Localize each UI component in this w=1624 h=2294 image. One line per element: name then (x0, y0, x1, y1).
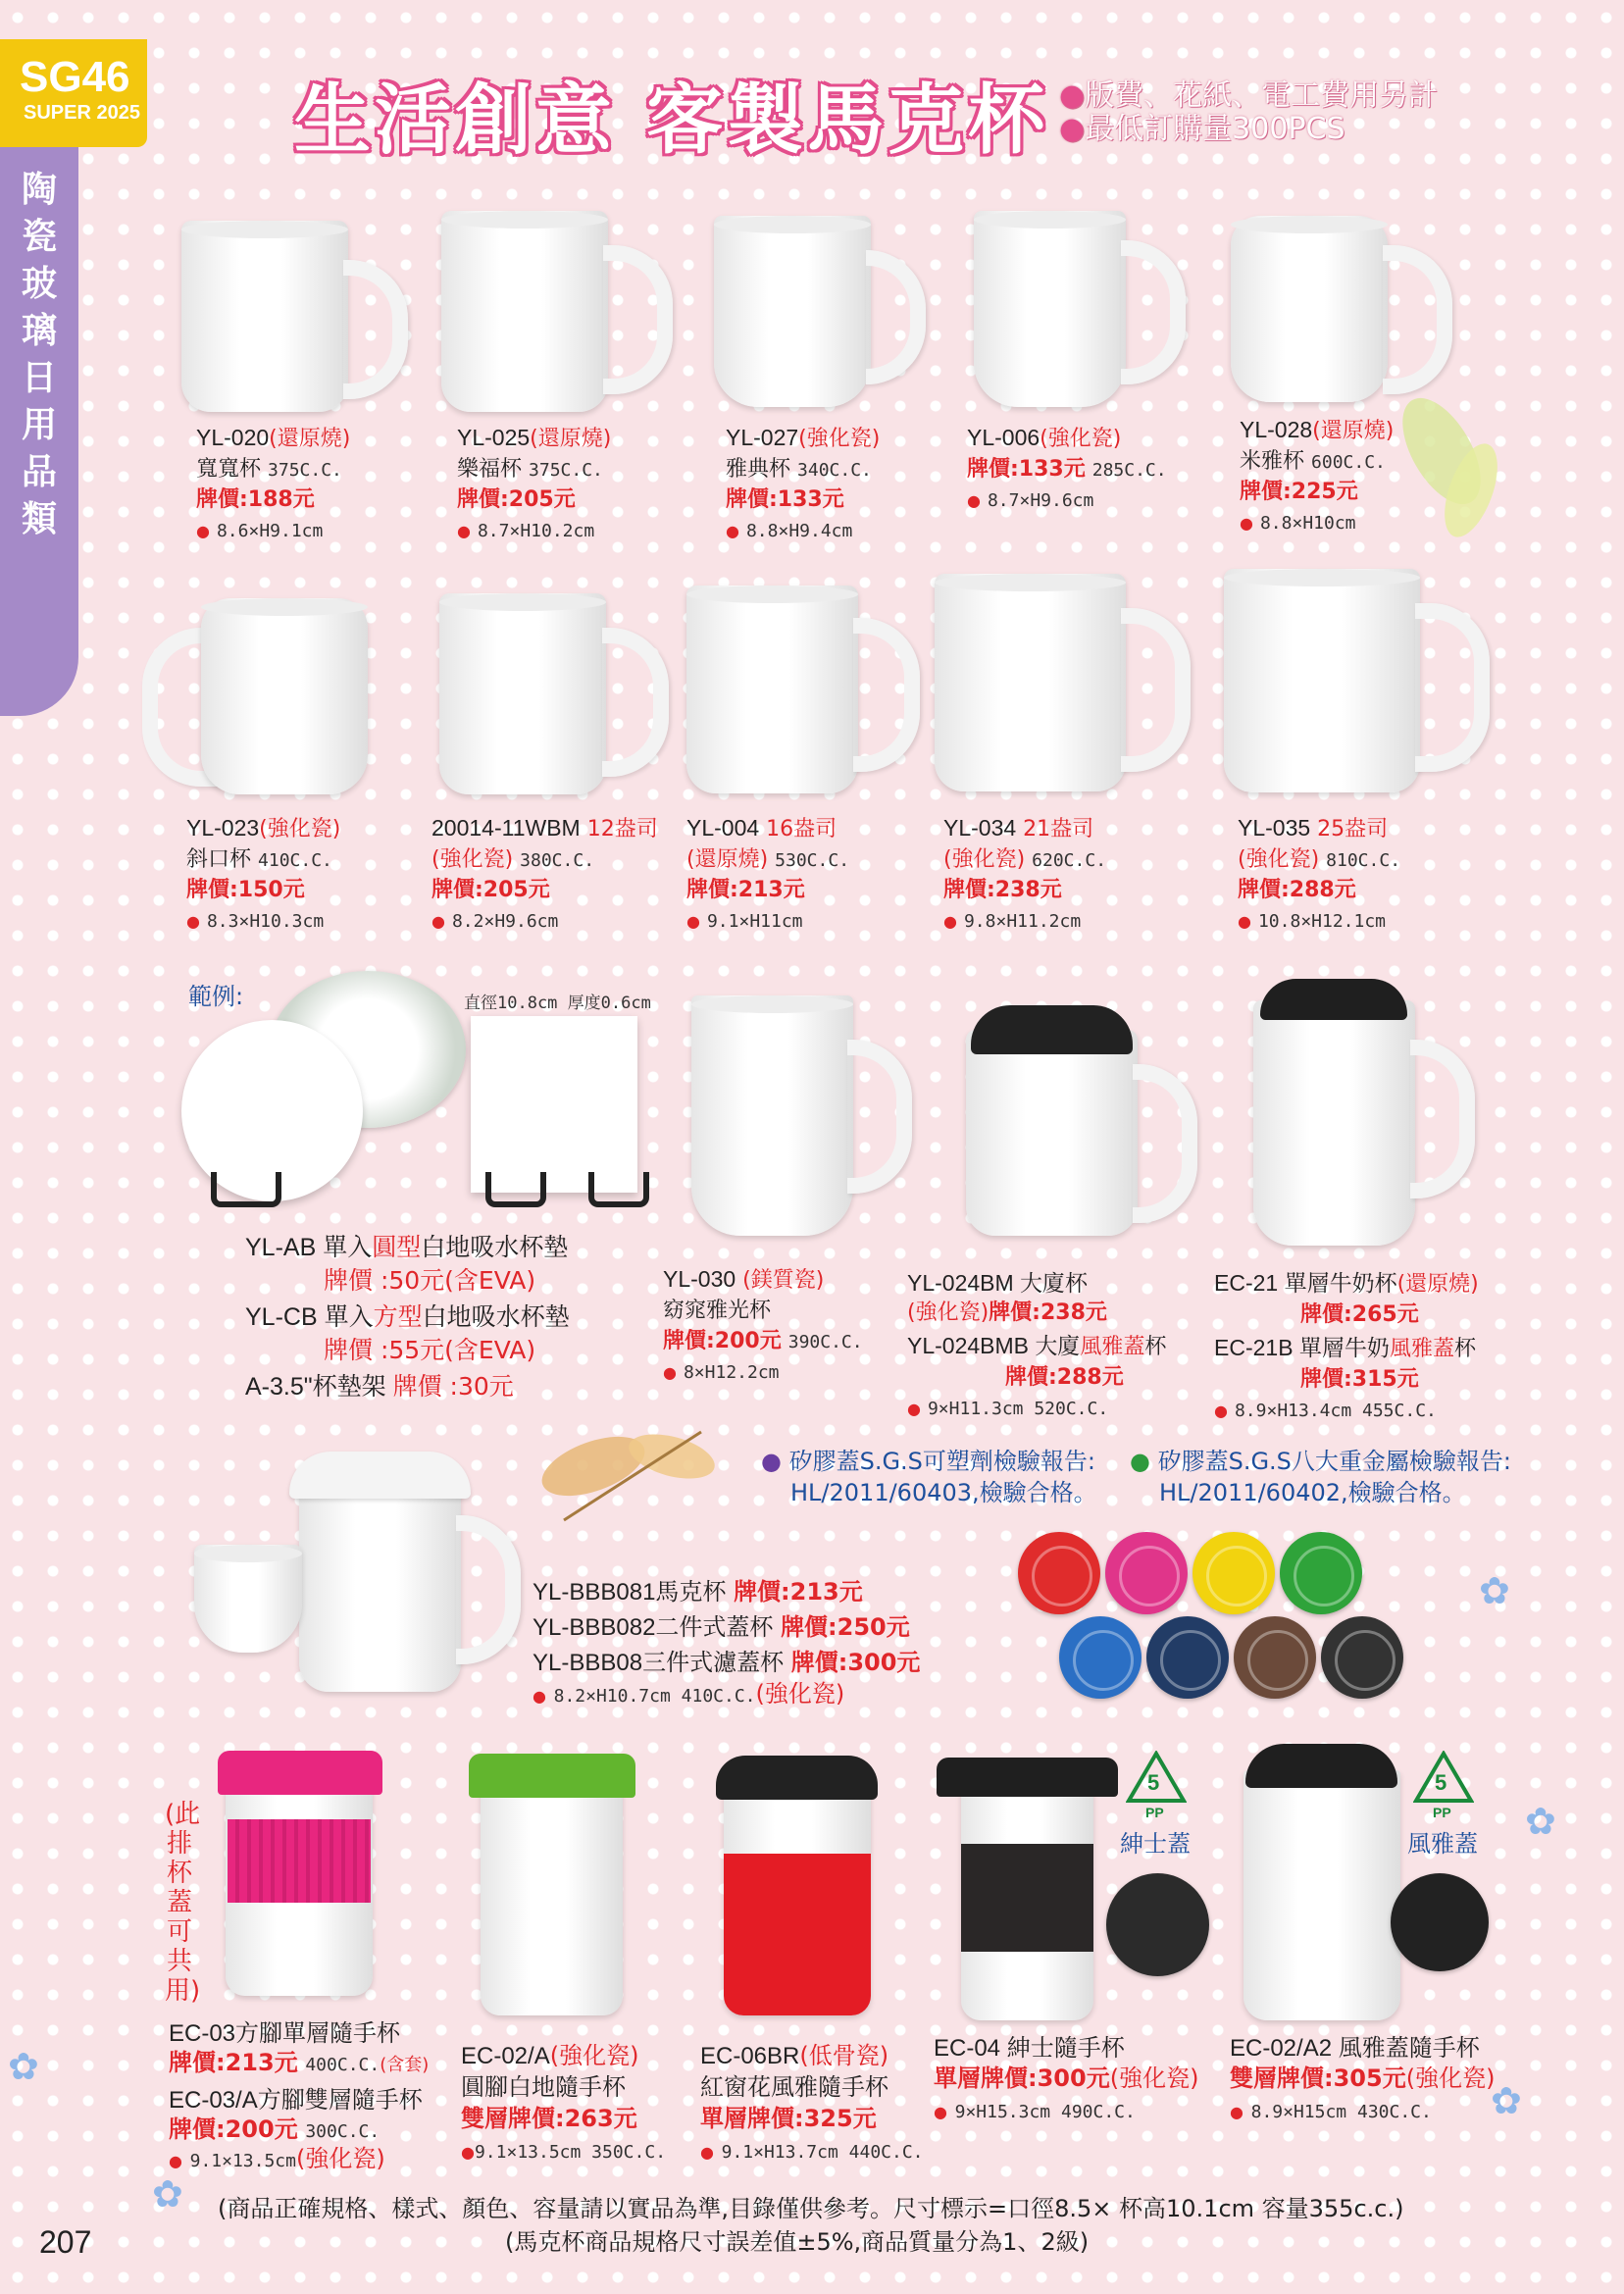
info-yl-bbb: YL-BBB081馬克杯 牌價:213元 YL-BBB082二件式蓋杯 牌價:250元 YL-BBB08三件式濾蓋杯 牌價:300元 ● 8.2×H10.7cm 410C.C.(強化瓷) (533, 1578, 921, 1708)
gentleman-lid-image (1106, 1873, 1209, 1976)
flower-icon: ✿ (8, 2045, 39, 2088)
black-lid (1245, 1744, 1397, 1788)
lid-color-swatch (1321, 1616, 1403, 1699)
mug-image (686, 586, 858, 793)
coaster-spec: 直徑10.8cm 厚度0.6cm (464, 994, 651, 1013)
pink-sleeve (228, 1819, 371, 1903)
cup-image (481, 1770, 623, 2015)
header-note-2: ●最低訂購量300PCS (1059, 112, 1345, 146)
mug-image (691, 995, 853, 1236)
mug-handle (603, 245, 673, 394)
info-yl-006: YL-006(強化瓷) 牌價:133元 285C.C. ● 8.7×H9.6cm (967, 425, 1167, 511)
mug-handle (1415, 603, 1490, 772)
flower-icon: ✿ (1525, 1800, 1556, 1843)
page-number: 207 (39, 2224, 92, 2260)
red-window-pattern (724, 1854, 871, 2015)
mug-image (714, 216, 871, 407)
flower-icon: ✿ (1491, 2079, 1522, 2122)
lid-color-swatch (1105, 1532, 1188, 1614)
info-yl-023: YL-023(強化瓷) 斜口杯 410C.C. 牌價:150元 ● 8.3×H10.3cm (186, 815, 341, 932)
mug-handle (853, 618, 920, 772)
info-yl-028: YL-028(還原燒) 米雅杯 600C.C. 牌價:225元 ● 8.8×H10cm (1240, 417, 1395, 534)
mug-handle (602, 628, 669, 777)
pink-lid (218, 1751, 382, 1795)
flower-icon: ✿ (152, 2172, 183, 2216)
coaster-stand (211, 1172, 281, 1207)
cup-image (1243, 1770, 1400, 2020)
side-category-label: 陶瓷玻璃日用品類 (21, 170, 57, 539)
lid-color-swatch (1059, 1616, 1142, 1699)
sgs-note-1: ● 矽膠蓋S.G.S可塑劑檢驗報告: HL/2011/60403,檢驗合格。 (761, 1448, 1097, 1506)
leaf-decoration (1383, 373, 1520, 569)
footer-note-2: (馬克杯商品規格尺寸誤差值±5%,商品質量分為1、2級) (505, 2228, 1090, 2256)
shared-lid-note: (此排杯蓋可共用) (165, 1800, 201, 2006)
mug-image (1231, 216, 1388, 402)
mug-image (201, 598, 368, 794)
info-yl-020: YL-020(還原燒) 寬寬杯 375C.C. 牌價:188元 ● 8.6×H9.1cm (196, 425, 351, 541)
brand-tab (0, 39, 147, 147)
example-label: 範例: (188, 983, 244, 1010)
info-ec-04: EC-04 紳士隨手杯 單層牌價:300元(強化瓷) ● 9×H15.3cm 490C.C. (934, 2035, 1199, 2122)
mug-handle (847, 1040, 912, 1194)
black-lid (971, 1005, 1133, 1054)
elegant-lid-image (1391, 1873, 1489, 1971)
mug-image (1253, 1000, 1415, 1246)
info-yl-034: YL-034 21盎司 (強化瓷) 620C.C. 牌價:238元 ● 9.8×H11.2cm (943, 815, 1107, 932)
page-title: 生活創意 客製馬克杯 (294, 76, 1049, 165)
info-20014-11wbm: 20014-11WBM 12盎司 (強化瓷) 380C.C. 牌價:205元 ● 8.2×H9.6cm (431, 815, 658, 932)
mug-image (935, 574, 1126, 791)
mug-image (441, 211, 608, 412)
mug-handle (1121, 240, 1186, 384)
black-lid (716, 1756, 878, 1800)
mug-image (1224, 569, 1420, 792)
info-ec-02a: EC-02/A(強化瓷) 圓腳白地隨手杯 雙層牌價:263元 ●9.1×13.5cm 350C.C. (461, 2042, 667, 2163)
filter-cup-image (194, 1545, 302, 1653)
black-lid (937, 1758, 1118, 1797)
footer-note-1: (商品正確規格、樣式、顏色、容量請以實品為準,目錄僅供參考。尺寸標示=口徑8.5× 杯高10.1cm 容量355c.c.) (218, 2195, 1404, 2222)
info-yl-030: YL-030 (鎂質瓷) 窈窕雅光杯 牌價:200元 390C.C. ● 8×H12.2cm (663, 1266, 863, 1383)
info-ec-03: EC-03方腳單層隨手杯 牌價:213元 400C.C.(含套) EC-03/A方腳雙層隨手杯 牌價:200元 300C.C. ● 9.1×13.5cm(強化瓷) (169, 2020, 430, 2172)
coaster-stand (588, 1172, 649, 1207)
lid-color-swatch (1193, 1532, 1275, 1614)
brand-sub: SUPER 2025 (24, 102, 140, 124)
info-ec-02a2: EC-02/A2 風雅蓋隨手杯 雙層牌價:305元(強化瓷) ● 8.9×H15cm 430C.C. (1230, 2035, 1496, 2122)
info-yl-025: YL-025(還原燒) 樂福杯 375C.C. 牌價:205元 ● 8.7×H10.2cm (457, 425, 612, 541)
mug-image (439, 593, 606, 794)
lid-color-swatch (1146, 1616, 1229, 1699)
info-yl-004: YL-004 16盎司 (還原燒) 530C.C. 牌價:213元 ● 9.1×H11cm (686, 815, 850, 932)
mug-image (974, 211, 1126, 407)
mug-image (966, 1030, 1138, 1236)
square-coaster-image (471, 1016, 637, 1193)
info-ec-21: EC-21 單層牛奶杯(還原燒) 牌價:265元 EC-21B 單層牛奶風雅蓋杯 牌價:315元 ● 8.9×H13.4cm 455C.C. (1214, 1270, 1479, 1421)
lid-color-swatch (1280, 1532, 1362, 1614)
mug-image (299, 1471, 461, 1692)
flower-icon: ✿ (1479, 1569, 1510, 1612)
lid-color-swatch (1234, 1616, 1316, 1699)
coaster-stand (485, 1172, 546, 1207)
lid-color-swatch (1018, 1532, 1100, 1614)
leaf-decoration (525, 1412, 731, 1540)
header-note-1: ●版費、花紙、電工費用另計 (1059, 78, 1439, 113)
mug-handle (1121, 608, 1191, 772)
mug-handle (1410, 1040, 1475, 1198)
black-lid (1260, 979, 1407, 1020)
white-lid (289, 1452, 471, 1499)
info-yl-035: YL-035 25盎司 (強化瓷) 810C.C. 牌價:288元 ● 10.8×H12.1cm (1238, 815, 1401, 932)
sgs-note-2: ● 矽膠蓋S.G.S八大重金屬檢驗報告: HL/2011/60402,檢驗合格。 (1130, 1448, 1512, 1506)
brand-code: SG46 (20, 53, 130, 101)
coaster-info: YL-AB 單入圓型白地吸水杯墊 牌價 :50元(含EVA) YL-CB 單入方型白地吸水杯墊 牌價 :55元(含EVA) A-3.5"杯墊架 牌價 :30元 (245, 1233, 570, 1401)
black-sleeve (961, 1844, 1093, 1952)
mug-handle (456, 1515, 521, 1664)
mug-handle (866, 250, 926, 384)
info-yl-027: YL-027(強化瓷) 雅典杯 340C.C. 牌價:133元 ● 8.8×H9.4cm (726, 425, 881, 541)
mug-image (181, 221, 348, 412)
info-ec-06br: EC-06BR(低骨瓷) 紅窗花風雅隨手杯 單層牌價:325元 ● 9.1×H13.7cm 440C.C. (700, 2042, 924, 2163)
green-lid (469, 1754, 635, 1798)
mug-handle (1133, 1064, 1197, 1223)
mug-handle (343, 260, 408, 399)
info-yl-024bm: YL-024BM 大廈杯 (強化瓷)牌價:238元 YL-024BMB 大廈風雅蓋杯 牌價:288元 ● 9×H11.3cm 520C.C. (907, 1270, 1167, 1419)
